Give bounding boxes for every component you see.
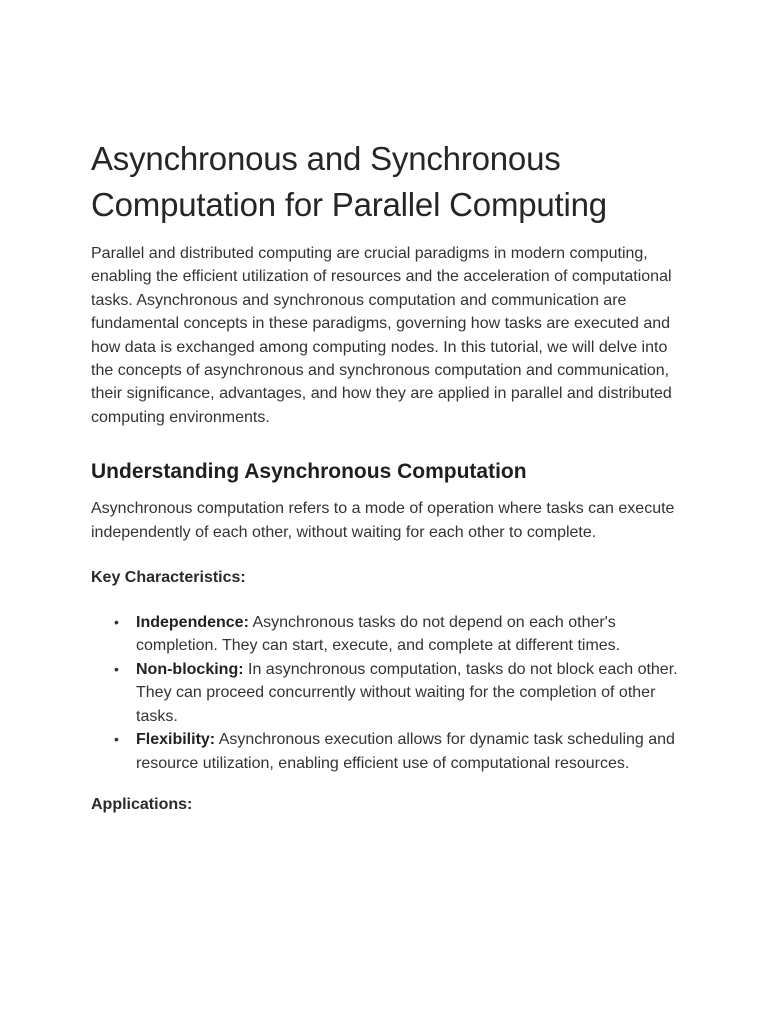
bullet-icon: • [114,731,119,748]
bullet-icon: • [114,660,119,677]
bullet-text: In asynchronous computation, tasks do not block each other. They can proceed concurrently without waiting for the completion of other tasks. [136,660,678,725]
applications-heading: Applications: [91,795,193,813]
characteristics-list [91,611,683,775]
key-characteristics-heading: Key Characteristics: [91,569,246,587]
document-page [91,136,683,816]
bullet-term: Non-blocking: [136,660,244,678]
list-item [114,658,683,728]
list-item [114,611,683,658]
bullet-text: Asynchronous execution allows for dynamic task scheduling and resource utilization, enabling efficient use of computational resources. [136,731,675,772]
bullet-icon: • [114,614,119,631]
section-heading: Understanding Asynchronous Computation [91,460,527,484]
bullet-term: Flexibility: [136,731,216,749]
bullet-text: Asynchronous tasks do not depend on each other's completion. They can start, execute, and complete at different times. [136,614,621,655]
bullet-term: Independence: [136,614,249,632]
intro-paragraph: Parallel and distributed computing are crucial paradigms in modern computing, enabling the efficient utilization of resources and the acceleration of computational tasks. Asynchronous and synchronous computation and communication are fundamental concepts in these paradigms, governing how tasks are executed and how data is exchanged among computing nodes. In this tutorial, we will delve into the concepts of asynchronous and synchronous computation and communication, their significance, advantages, and how they are applied in parallel and distributed computing environments. [91,245,672,426]
list-item [114,728,683,775]
page-title: Asynchronous and Synchronous Computation for Parallel Computing [91,140,607,223]
section-paragraph: Asynchronous computation refers to a mode of operation where tasks can execute independently of each other, without waiting for each other to complete. [91,500,675,541]
